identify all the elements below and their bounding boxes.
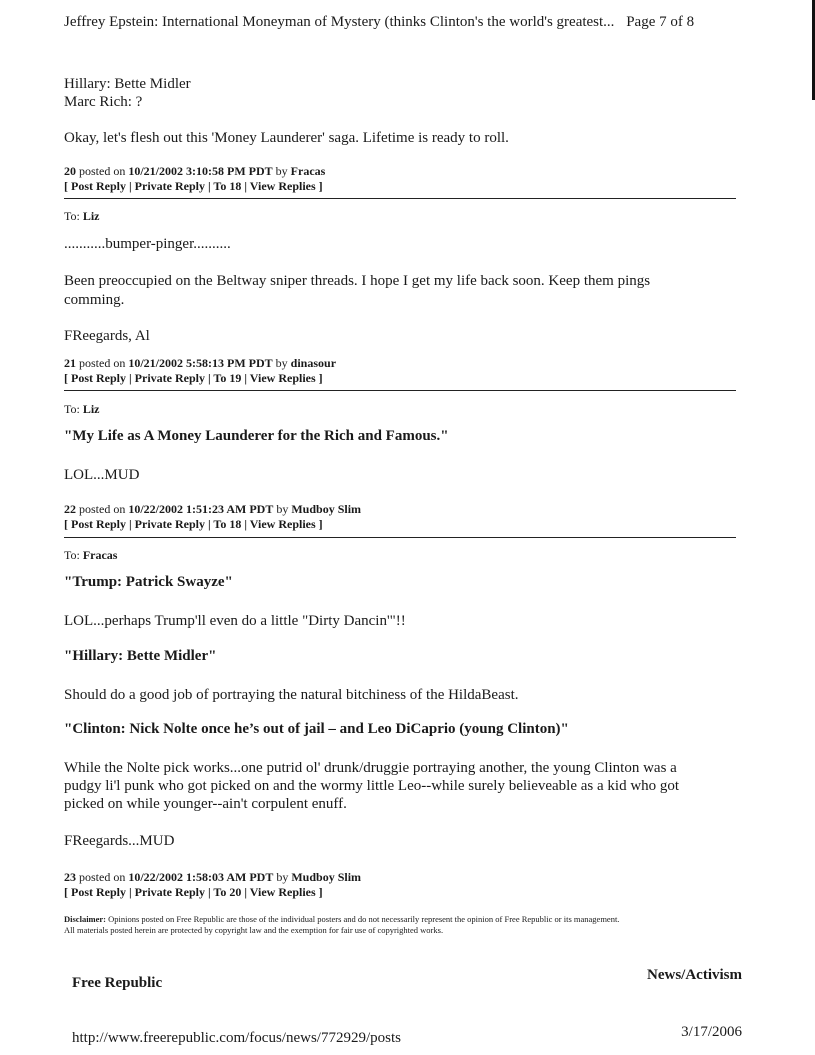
posted-on-label: posted on [79, 870, 126, 884]
separator: | [207, 371, 211, 385]
posted-on-label: posted on [79, 356, 126, 370]
view-replies-link[interactable]: View Replies [249, 517, 316, 531]
post-reply-link[interactable]: Post Reply [71, 371, 126, 385]
quoted-heading: "Trump: Patrick Swayze" [64, 574, 233, 590]
separator: | [244, 517, 247, 531]
post-author-link[interactable]: Mudboy Slim [291, 870, 362, 884]
post-date: 10/22/2002 1:58:03 AM PDT [128, 870, 274, 884]
separator: | [207, 885, 211, 899]
site-name-link[interactable]: Free Republic [72, 975, 163, 991]
post-number: 21 [64, 356, 76, 370]
post-author-link[interactable]: dinasour [290, 356, 337, 370]
private-reply-link[interactable]: Private Reply [134, 179, 205, 193]
to-post-link[interactable]: To 19 [213, 371, 242, 385]
quoted-heading: "Hillary: Bette Midler" [64, 648, 217, 664]
separator: | [129, 885, 132, 899]
post-meta [64, 164, 325, 179]
quoted-heading: "Clinton: Nick Nolte once he’s out of jail – and Leo DiCaprio (young Clinton)" [64, 721, 569, 737]
post-author-link[interactable]: Fracas [290, 164, 326, 178]
top-line-2: Marc Rich: ? [64, 94, 143, 110]
reply-signoff: FReegards, Al [64, 328, 150, 344]
disclaimer [64, 914, 744, 936]
disclaimer-text-2: All materials posted herein are protected by copyright law and the exemption for fair use of copyrighted works. [64, 925, 444, 935]
to-recipient-link[interactable]: Liz [82, 209, 100, 223]
post-reply-link[interactable]: Post Reply [71, 885, 126, 899]
posted-on-label: posted on [79, 502, 126, 516]
posted-on-label: posted on [79, 164, 126, 178]
to-label: To: [64, 402, 80, 416]
post-author-link[interactable]: Mudboy Slim [291, 502, 362, 516]
post-meta [64, 356, 336, 371]
top-line-1: Hillary: Bette Midler [64, 76, 191, 92]
to-recipient-link[interactable]: Fracas [82, 548, 118, 562]
private-reply-link[interactable]: Private Reply [134, 517, 205, 531]
page-url: http://www.freerepublic.com/focus/news/772929/posts [72, 1030, 401, 1046]
separator: | [129, 517, 132, 531]
reply-line: LOL...MUD [64, 467, 140, 483]
by-label: by [276, 870, 289, 884]
bracket-close: ] [318, 885, 323, 899]
bracket-open: [ [64, 371, 68, 385]
bracket-open: [ [64, 885, 68, 899]
post-links [64, 179, 323, 194]
disclaimer-line-1 [64, 914, 744, 925]
divider [64, 198, 736, 199]
bracket-close: ] [318, 179, 323, 193]
separator: | [129, 179, 132, 193]
post-meta [64, 870, 361, 885]
bracket-close: ] [318, 371, 323, 385]
post-links [64, 517, 323, 532]
post-links [64, 885, 323, 900]
view-replies-link[interactable]: View Replies [249, 371, 316, 385]
post-links [64, 371, 323, 386]
reply-line: ...........bumper-pinger.......... [64, 236, 231, 252]
disclaimer-label: Disclaimer: [64, 914, 107, 924]
disclaimer-text-1: Opinions posted on Free Republic are those of the individual posters and do not necessarily represent the opinion of Free Republic or its management. [108, 914, 620, 924]
bracket-close: ] [318, 517, 323, 531]
by-label: by [276, 502, 289, 516]
bracket-open: [ [64, 179, 68, 193]
section-link[interactable]: News/Activism [647, 967, 742, 983]
reply-line: LOL...perhaps Trump'll even do a little "Dirty Dancin'"!! [64, 613, 406, 629]
private-reply-link[interactable]: Private Reply [134, 885, 205, 899]
bracket-open: [ [64, 517, 68, 531]
page-number: Page 7 of 8 [626, 14, 695, 30]
to-post-link[interactable]: To 18 [213, 179, 242, 193]
to-line [64, 402, 100, 417]
to-post-link[interactable]: To 20 [213, 885, 242, 899]
post-reply-link[interactable]: Post Reply [71, 179, 126, 193]
to-recipient-link[interactable]: Liz [82, 402, 100, 416]
to-label: To: [64, 548, 80, 562]
reply-paragraph-line: picked on while younger--ain't corpulent enuff. [64, 796, 347, 812]
reply-paragraph-line: While the Nolte pick works...one putrid ol' drunk/druggie portraying another, the young Clinton was a [64, 760, 677, 776]
to-line [64, 209, 100, 224]
separator: | [244, 885, 247, 899]
post-date: 10/21/2002 5:58:13 PM PDT [128, 356, 273, 370]
separator: | [207, 517, 211, 531]
post-number: 22 [64, 502, 76, 516]
to-label: To: [64, 209, 80, 223]
view-replies-link[interactable]: View Replies [249, 885, 316, 899]
reply-paragraph-line: pudgy li'l punk who got picked on and the wormy little Leo--while surely believeable as a kid who got [64, 778, 680, 794]
post-date: 10/22/2002 1:51:23 AM PDT [128, 502, 274, 516]
separator: | [244, 179, 247, 193]
to-line [64, 548, 117, 563]
divider [64, 537, 736, 538]
post-reply-link[interactable]: Post Reply [71, 517, 126, 531]
view-replies-link[interactable]: View Replies [249, 179, 316, 193]
separator: | [244, 371, 247, 385]
quoted-heading: "My Life as A Money Launderer for the Rich and Famous." [64, 428, 449, 444]
reply-signoff: FReegards...MUD [64, 833, 175, 849]
page-header [64, 14, 694, 31]
post-number: 20 [64, 164, 76, 178]
reply-line: Been preoccupied on the Beltway sniper threads. I hope I get my life back soon. Keep them pings [64, 273, 651, 289]
top-line-3: Okay, let's flesh out this 'Money Launderer' saga. Lifetime is ready to roll. [64, 130, 509, 146]
reply-line: Should do a good job of portraying the natural bitchiness of the HildaBeast. [64, 687, 519, 703]
post-number: 23 [64, 870, 76, 884]
by-label: by [275, 356, 288, 370]
to-post-link[interactable]: To 18 [213, 517, 242, 531]
print-date: 3/17/2006 [681, 1024, 742, 1040]
separator: | [129, 371, 132, 385]
reply-line: comming. [64, 292, 125, 308]
header-title: Jeffrey Epstein: International Moneyman of Mystery (thinks Clinton's the world's greatest... [64, 14, 615, 30]
post-date: 10/21/2002 3:10:58 PM PDT [128, 164, 273, 178]
separator: | [207, 179, 211, 193]
divider [64, 390, 736, 391]
private-reply-link[interactable]: Private Reply [134, 371, 205, 385]
by-label: by [275, 164, 288, 178]
post-meta [64, 502, 361, 517]
